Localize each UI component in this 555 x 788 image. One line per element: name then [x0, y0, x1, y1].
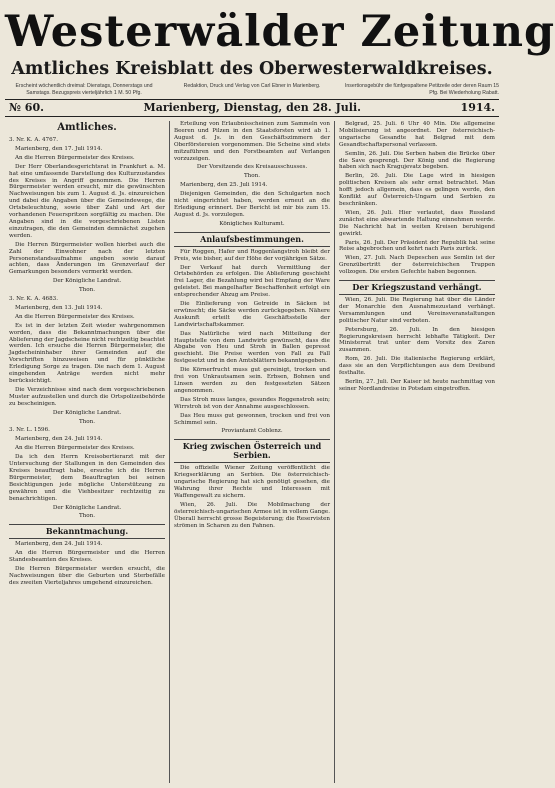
- masthead: [5, 6, 555, 96]
- paragraph: Die Einlieferung von Getreide in Säcken ist erwünscht; die Säcke werden zurückgegeben. Nähere Auskunft erteilt die Geschäftsstelle der Landwirtschaftskammer.: [174, 301, 330, 328]
- paragraph: Rom, 26. Juli. Die italienische Regierung erklärt, dass sie an den Verpflichtungen aus dem Dreibund festhalte.: [339, 356, 495, 377]
- paragraph: Da ich den Herrn Kreisobertierarzt mit der Untersuchung der Stallungen in den Gemeinden des Kreises beauftragt habe, ersuche ich die Herren Bürgermeister, dem Beauftragten bei seinen Besichtigungen jede mögliche Unterstützung zu gewähren und die Viehbesitzer rechtzeitig zu benachrichtigen.: [9, 454, 165, 502]
- paragraph: Erteilung von Erlaubnisscheinen zum Sammeln von Beeren und Pilzen in den Staatsforsten wird ab 1. August d. Js. in den Geschäftszimmern der Oberförstereien vorgenommen. Die Scheine sind stets mitzuführen und den Forstbeamten auf Verlangen vorzuzeigen.: [174, 121, 330, 162]
- paragraph: Berlin, 26. Juli. Die Lage wird in hiesigen politischen Kreisen als sehr ernst betrachtet. Man hofft jedoch allgemein, dass es gelingen werde, den Konflikt auf Österreich-Ungarn und Serbien zu beschränken.: [339, 173, 495, 207]
- issue-year: 1914.: [460, 101, 495, 114]
- paragraph: Wien, 26. Juli. Die Regierung hat über die Länder der Monarchie den Ausnahmezustand verhängt. Versammlungen und Vereinsveranstaltungen politischer Natur sind verboten.: [339, 297, 495, 324]
- column-1: [5, 121, 170, 783]
- paragraph: An die Herren Bürgermeister und die Herren Standesbeamten des Kreises.: [9, 550, 165, 564]
- signature: Thon.: [78, 513, 96, 520]
- publisher-info: Redaktion, Druck und Verlag von Carl Ebner in Marienberg.: [183, 83, 321, 89]
- paragraph: An die Herren Bürgermeister des Kreises.: [15, 313, 135, 320]
- issue-date: Marienberg, Dienstag, den 28. Juli.: [143, 101, 361, 114]
- paragraph: Petersburg, 26. Juli. In den hiesigen Regierungskreisen herrscht lebhafte Tätigkeit. Der Ministerrat trat unter dem Vorsitz des Zaren zusammen.: [339, 326, 495, 354]
- paragraph: Marienberg, den 13. Juli 1914.: [15, 304, 103, 311]
- section-heading: Amtliches.: [57, 122, 117, 133]
- paragraph: An die Herren Bürgermeister des Kreises.: [15, 445, 135, 452]
- column-2: [170, 121, 335, 783]
- paragraph: Das Stroh muss langes, gesundes Roggenstroh sein; Wirrstroh ist von der Annahme ausgeschlossen.: [174, 396, 330, 410]
- reference-number: 3. Nr. K. A. 4683.: [9, 296, 58, 303]
- paragraph: Es ist in der letzten Zeit wieder wahrgenommen worden, dass die Bekanntmachungen über die Ablieferung der Jagdscheine nicht rechtzeitig beachtet werden. Ich ersuche die Herren Bürgermeister, die Jagdscheininhaber ihrer Gemeinden auf die Vorschriften hinzuweisen und für pünktliche Erledigung Sorge zu tragen. Die nach dem 1. August eingehenden Anträge werden nicht mehr berücksichtigt.: [9, 322, 165, 384]
- issue-dateline: [5, 99, 499, 117]
- subscription-info: Erscheint wöchentlich dreimal: Dienstags, Donnerstags und Samstags. Bezugspreis vierteljährlich 1 M. 50 Pfg.: [15, 83, 153, 96]
- paragraph: An die Herren Bürgermeister des Kreises.: [15, 154, 135, 161]
- paragraph: Das Heu muss gut gewonnen, trocken und frei von Schimmel sein.: [174, 412, 330, 426]
- paragraph: Diejenigen Gemeinden, die den Schulgarten noch nicht eingerichtet haben, werden erneut an die Erledigung erinnert. Der Bericht ist mir bis zum 15. August d. Js. vorzulegen.: [174, 191, 330, 218]
- article-heading: Anlaufsbestimmungen.: [174, 232, 330, 247]
- paragraph: Der Verkauf hat durch Vermittlung der Ortsbehörden zu erfolgen. Die Ablieferung geschieht frei Lager, die Bezahlung wird bei Empfang der Ware geleistet. Bei mangelhafter Beschaffenheit erfolgt ein entsprechender Abzug am Preise.: [174, 264, 330, 299]
- paragraph: Die offizielle Wiener Zeitung veröffentlicht die Kriegserklärung an Serbien. Die österreichisch-ungarische Regierung hat sich genötigt gesehen, die Wahrung ihrer Rechte und Interessen mit Waffengewalt zu sichern.: [174, 465, 330, 499]
- paragraph: Die Verzeichnisse sind nach dem vorgeschriebenen Muster aufzustellen und durch die Ortspolizeibehörde zu bescheinigen.: [9, 386, 165, 407]
- paragraph: Die Herren Bürgermeister werden ersucht, die Nachweisungen über die Geburten und Sterbefälle des zweiten Vierteljahres umgehend einzureichen.: [9, 566, 165, 586]
- paragraph: Das Natürliche wird nach Mitteilung der Hauptstelle von dem Landwirte gewünscht, dass die Abgabe von Heu und Stroh in Ballen gepresst geschieht. Die Preise werden von Fall zu Fall festgesetzt und in den Amtsblättern bekanntgegeben.: [174, 330, 330, 365]
- masthead-info: [5, 83, 499, 96]
- signature: Der Königliche Landrat.: [52, 504, 122, 511]
- column-3: [335, 121, 499, 783]
- signature: Der Königliche Landrat.: [52, 278, 122, 285]
- signature: Thon.: [78, 418, 96, 425]
- signature: Proviantamt Coblenz.: [221, 428, 283, 435]
- signature: Der Königliche Landrat.: [52, 409, 122, 416]
- paragraph: Paris, 26. Juli. Der Präsident der Republik hat seine Reise abgebrochen und kehrt nach Paris zurück.: [339, 239, 495, 253]
- article-columns: [5, 121, 499, 783]
- advertising-info: Insertionsgebühr die fünfgespaltene Petitzeile oder deren Raum 15 Pfg. Bei Wiederholung Rabatt.: [344, 83, 499, 96]
- paragraph: Für Roggen, Hafer und Roggenlangstroh bleibt der Preis, wie bisher, auf der Höhe der vorjährigen Sätze.: [174, 248, 330, 262]
- paragraph: Marienberg, den 24. Juli 1914.: [15, 436, 103, 443]
- signature: Thon.: [78, 287, 96, 294]
- newspaper-subtitle: Amtliches Kreisblatt des Oberwesterwaldkreises.: [11, 59, 493, 79]
- paragraph: Wien, 26. Juli. Die Mobilmachung der österreichisch-ungarischen Armee ist in vollem Gange. Überall herrscht grosse Begeisterung; die Reservisten strömen in Scharen zu den Fahnen.: [174, 501, 330, 529]
- article-heading: Krieg zwischen Österreich und Serbien.: [174, 439, 330, 463]
- reference-number: 3. Nr. L. 1596.: [9, 427, 50, 434]
- issue-number: № 60.: [9, 101, 44, 114]
- paragraph: Berlin, 27. Juli. Der Kaiser ist heute nachmittag von seiner Nordlandreise in Potsdam eingetroffen.: [339, 379, 495, 392]
- newspaper-page: [5, 4, 555, 784]
- newspaper-title: Westerwälder Zeitung: [5, 7, 555, 57]
- paragraph: Der Herr Oberlandesgerichtsrat in Frankfurt a. M. hat eine umfassende Darstellung des Kulturzustandes des Kreises in Angriff genommen. Die Herren Bürgermeister werden ersucht, mir die gewünschten Nachweisungen bis zum 1. August d. Js. einzureichen und dabei die Angaben über die Gemeindewege, die Ortsbeleuchtung, sowie über Zahl und Art der vorhandenen Feuerspritzen sorgfältig zu machen. Die Angaben sind in die vorgeschriebenen Listen einzutragen, die den Gemeinden demnächst zugehen werden.: [9, 163, 165, 239]
- paragraph: Die Herren Bürgermeister wollen hierbei auch die Zahl der Einwohner nach der letzten Personenstandsaufnahme angeben sowie darauf achten, dass Änderungen im Grenzverlauf der Gemarkungen besonders vermerkt werden.: [9, 241, 165, 276]
- paragraph: Die Körnerfrucht muss gut gereinigt, trocken und frei von Unkrautsamen sein. Erbsen, Bohnen und Linsen werden zu den festgesetzten Sätzen angenommen.: [174, 367, 330, 394]
- signature: Thon.: [243, 173, 261, 180]
- signature: Königliches Kulturamt.: [219, 220, 285, 227]
- signature: Der Vorsitzende des Kreisausschusses.: [196, 164, 308, 171]
- paragraph: Semlin, 26. Juli. Die Serben haben die Brücke über die Save gesprengt. Der König und die Regierung haben sich nach Kragujevatz begeben.: [339, 150, 495, 171]
- reference-number: 3. Nr. K. A. 4767.: [9, 137, 58, 143]
- paragraph: Wien, 26. Juli. Hier verlautet, dass Russland zunächst eine abwartende Haltung einnehmen werde. Die Nachricht hat in weiten Kreisen beruhigend gewirkt.: [339, 209, 495, 237]
- article-heading: Bekanntmachung.: [9, 524, 165, 539]
- paragraph: Marienberg, den 24. Juli 1914.: [15, 541, 103, 548]
- paragraph: Marienberg, den 25. Juli 1914.: [180, 182, 268, 189]
- article-heading: Der Kriegszustand verhängt.: [339, 280, 495, 295]
- paragraph: Belgrad, 25. Juli. 6 Uhr 40 Min. Die allgemeine Mobilisierung ist angeordnet. Der österreichisch-ungarische Gesandte hat Belgrad mit dem Gesandtschaftspersonal verlassen.: [339, 121, 495, 148]
- paragraph: Wien, 27. Juli. Nach Depeschen aus Semlin ist der Grenzübertritt der österreichischen Truppen vollzogen. Die ersten Gefechte haben begonnen.: [339, 255, 495, 276]
- paragraph: Marienberg, den 17. Juli 1914.: [15, 145, 103, 152]
